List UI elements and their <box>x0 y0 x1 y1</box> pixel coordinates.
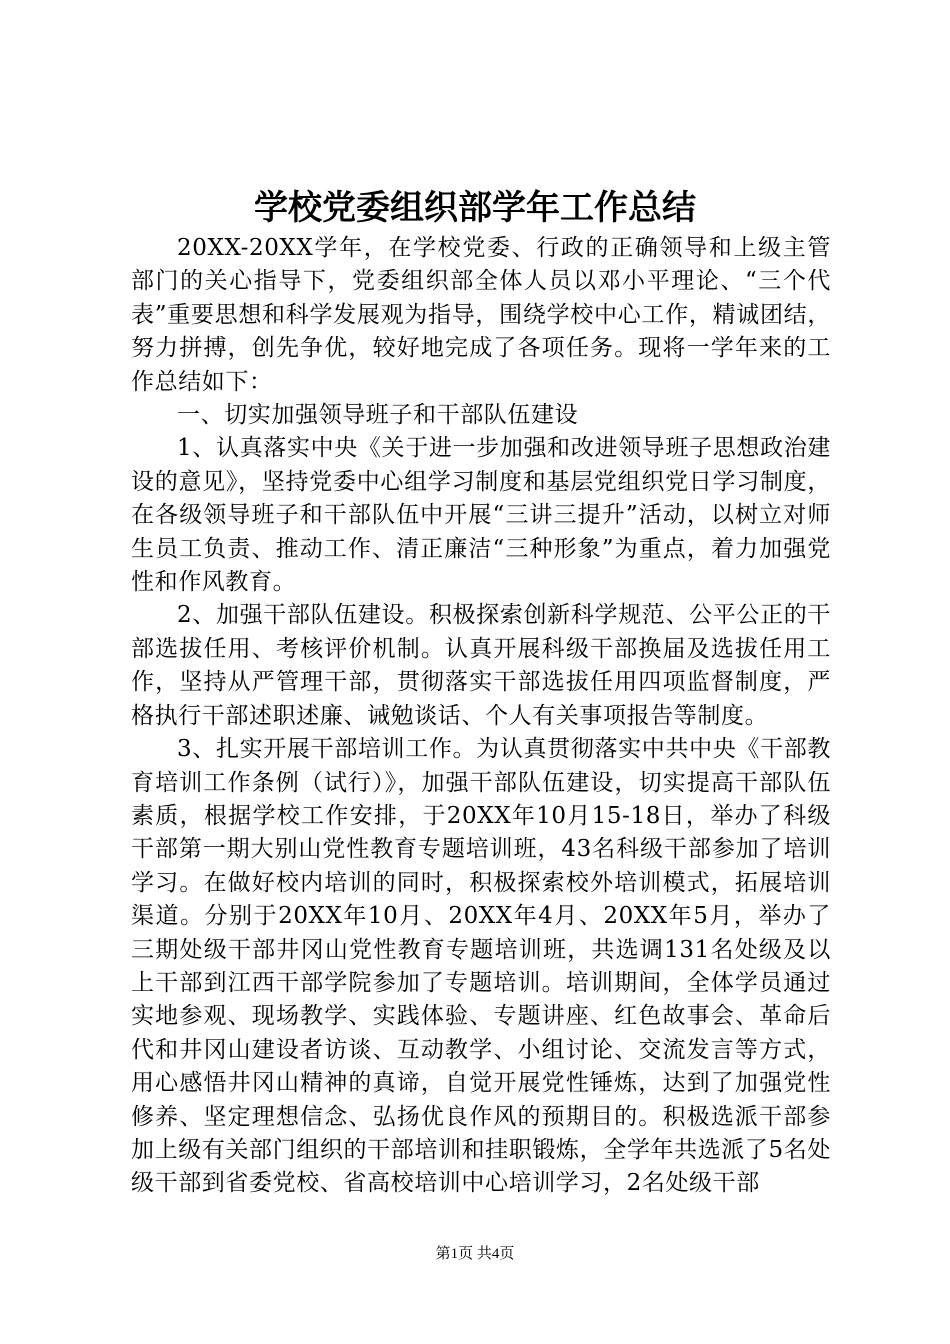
document-body <box>131 232 831 1201</box>
document-title: 学校党委组织部学年工作总结 <box>254 188 696 228</box>
item-paragraph-2: 2、加强干部队伍建设。积极探索创新科学规范、公平公正的干部选拔任用、考核评价机制。认真开展科级干部换届及选拔任用工作，坚持从严管理干部，贯彻落实干部选拔任用四项监督制度，严格执行干部述职述廉、诫勉谈话、个人有关事项报告等制度。 <box>131 602 831 729</box>
intro-paragraph: 20XX-20XX学年，在学校党委、行政的正确领导和上级主管部门的关心指导下，党委组织部全体人员以邓小平理论、“三个代表”重要思想和科学发展观为指导，围绕学校中心工作，精诚团结，努力拼搏，创先争优，较好地完成了各项任务。现将一学年来的工作总结如下： <box>131 235 831 395</box>
section-heading: 一、切实加强领导班子和干部队伍建设 <box>177 402 579 429</box>
item-paragraph-3: 3、扎实开展干部培训工作。为认真贯彻落实中共中央《干部教育培训工作条例（试行）》，加强干部队伍建设，切实提高干部队伍素质，根据学校工作安排，于20XX年10月15-18日，举办了科级干部第一期大别山党性教育专题培训班，43名科级干部参加了培训学习。在做好校内培训的同时，积极探索校外培训模式，拓展培训渠道。分别于20XX年10月、20XX年4月、20XX年5月，举办了三期处级干部井冈山党性教育专题培训班，共选调131名处级及以上干部到江西干部学院参加了专题培训。培训期间，全体学员通过实地参观、现场教学、实践体验、专题讲座、红色故事会、革命后代和井冈山建设者访谈、互动教学、小组讨论、交流发言等方式，用心感悟井冈山精神的真谛，自觉开展党性锤炼，达到了加强党性修养、坚定理想信念、弘扬优良作风的预期目的。积极选派干部参加上级有关部门组织的干部培训和挂职锻炼，全学年共选派了5名处级干部到省委党校、省高校培训中心培训学习，2名处级干部 <box>131 736 831 1197</box>
item-paragraph-1: 1、认真落实中央《关于进一步加强和改进领导班子思想政治建设的意见》，坚持党委中心组学习制度和基层党组织党日学习制度，在各级领导班子和干部队伍中开展“三讲三提升”活动，以树立对师生员工负责、推动工作、清正廉洁“三种形象”为重点，着力加强党性和作风教育。 <box>131 435 831 596</box>
page-number-footer: 第1页 共4页 <box>435 1246 515 1262</box>
